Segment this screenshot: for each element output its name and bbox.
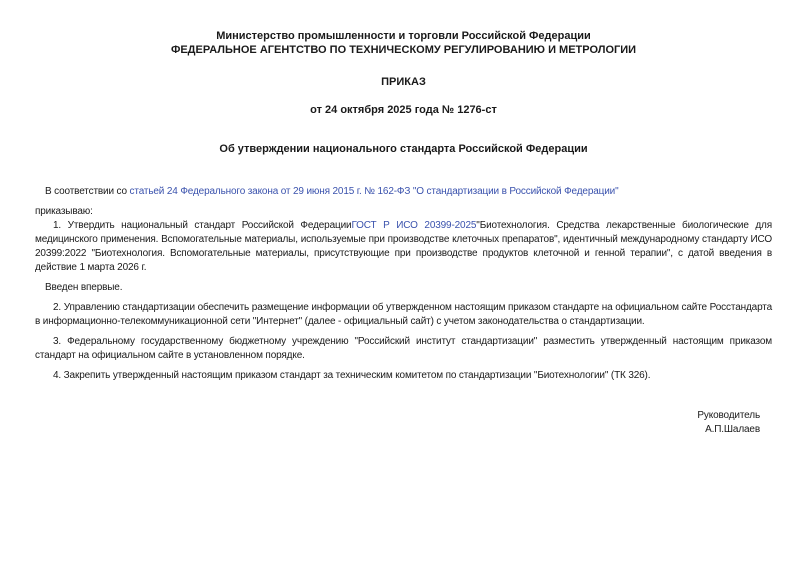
signature-block [35, 409, 772, 437]
federal-law-link[interactable]: статьей 24 Федерального закона от 29 июня 2015 г. № 162-ФЗ "О стандартизации в Российской Федерации" [129, 186, 619, 197]
item1-text-after: "Биотехнология. Средства лекарственные биологические для медицинского применения. Вспомогательные материалы, используемые при производстве клеточных препаратов", идентичный международному стандарту ИСО 20399:2022 "Биотехнология. Вспомогательные материалы, присутствующие при производстве продуктов клеточной и генной терапии", с датой введения в действие 1 марта 2026 г. [35, 220, 772, 273]
document-type: ПРИКАЗ [381, 76, 426, 88]
intro-paragraph [35, 185, 772, 199]
signature-position: Руководитель [697, 410, 760, 421]
document-date-number: от 24 октября 2025 года № 1276-ст [310, 104, 497, 116]
document-body [35, 185, 772, 383]
order-item-4: 4. Закрепить утвержденный настоящим приказом стандарт за техническим комитетом по стандартизации "Биотехнологии" (ТК 326). [53, 370, 651, 381]
decree-word: приказываю: [35, 206, 93, 217]
document-subject: Об утверждении национального стандарта Российской Федерации [219, 143, 588, 155]
intro-text: В соответствии со [45, 186, 130, 197]
document-header [35, 30, 772, 57]
order-item-2: 2. Управлению стандартизации обеспечить размещение информации об утвержденном настоящим приказом стандарте на официальном сайте Росстандарта в информационно-телекоммуникационной сети "Интернет" (далее - официальный сайт) с учетом законодательства о стандартизации. [35, 302, 772, 327]
signature-name: А.П.Шалаев [705, 424, 760, 435]
order-item-3: 3. Федеральному государственному бюджетному учреждению "Российский институт стандартизации" разместить утвержденный настоящим приказом стандарт на официальном сайте в установленном порядке. [35, 336, 772, 361]
order-item-1 [35, 219, 772, 275]
gost-standard-link[interactable]: ГОСТ Р ИСО 20399-2025 [351, 220, 477, 231]
introduced-note: Введен впервые. [45, 282, 123, 293]
item1-text-before: 1. Утвердить национальный стандарт Российской Федерации [53, 220, 352, 231]
agency-name: ФЕДЕРАЛЬНОЕ АГЕНТСТВО ПО ТЕХНИЧЕСКОМУ РЕГУЛИРОВАНИЮ И МЕТРОЛОГИИ [170, 43, 637, 56]
ministry-name: Министерство промышленности и торговли Российской Федерации [216, 30, 591, 42]
